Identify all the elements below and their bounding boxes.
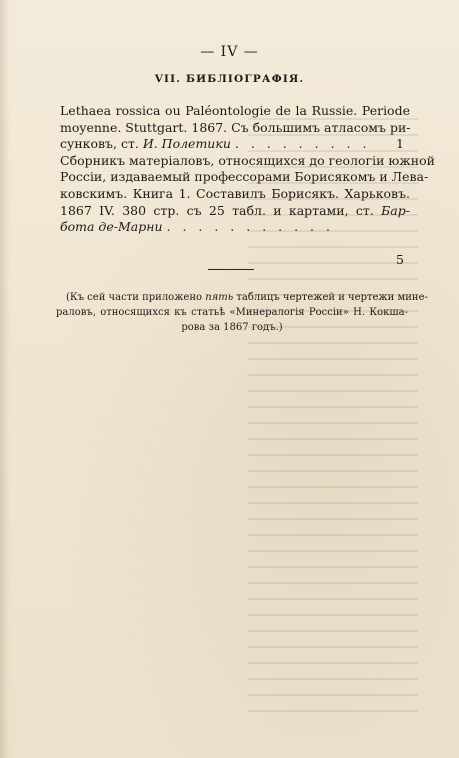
note-text: таблицъ чертежей и чертежи мине- xyxy=(233,292,428,303)
entry-line: Сборникъ матерiаловъ, относящихся до геологiи южной xyxy=(60,152,435,168)
note-text: (Къ сей части приложено xyxy=(66,292,206,303)
entry-line xyxy=(60,203,410,220)
entry-line-last xyxy=(60,219,410,236)
entry-line: Россiи, издаваемый профессорами Борисякомъ и Лева- xyxy=(60,169,429,185)
entry-text: сунковъ, ст. xyxy=(60,136,143,152)
leader-dots: . . . . . . . . . xyxy=(234,136,371,152)
entry-line: ковскимъ. Книга 1. Составилъ Борисякъ. Харьковъ. xyxy=(60,185,410,201)
entry-author: бота де-Марни xyxy=(60,219,163,235)
entry-author: И. Полетики xyxy=(142,136,231,152)
section-heading: VII. БИБЛIОГРАФIЯ. xyxy=(154,73,305,85)
note-line xyxy=(56,290,428,305)
entry-author-part: Бар- xyxy=(381,202,410,218)
note-line: раловъ, относящихся къ статьѣ «Минералогiя Россiи» Н. Кокша- xyxy=(56,307,408,318)
entry-line-last xyxy=(60,136,410,153)
leader-dots: . . . . . . . . . . . xyxy=(166,219,334,235)
bibliography-list xyxy=(60,103,435,236)
appendix-note xyxy=(56,290,428,335)
section-rule xyxy=(208,269,254,270)
bibliography-entry-lethaea xyxy=(60,103,410,153)
page-gutter-shadow xyxy=(0,0,10,758)
page-folio: — IV — xyxy=(200,44,259,60)
note-emphasis: пять xyxy=(205,292,234,303)
entry-text: 1867 IV. 380 стр. съ 25 табл. и картами, ст. xyxy=(60,202,382,218)
page-ref-1: 1 xyxy=(396,136,404,151)
page-ref-5: 5 xyxy=(396,252,404,267)
entry-line: moyenne. Stuttgart. 1867. Съ большимъ атласомъ ри- xyxy=(60,119,411,135)
entry-line: Lethaea rossica ou Paléontologie de la Russie. Periode xyxy=(60,103,410,118)
bibliography-entry-sbornik xyxy=(60,152,435,236)
note-line: рова за 1867 годъ.) xyxy=(181,322,283,333)
